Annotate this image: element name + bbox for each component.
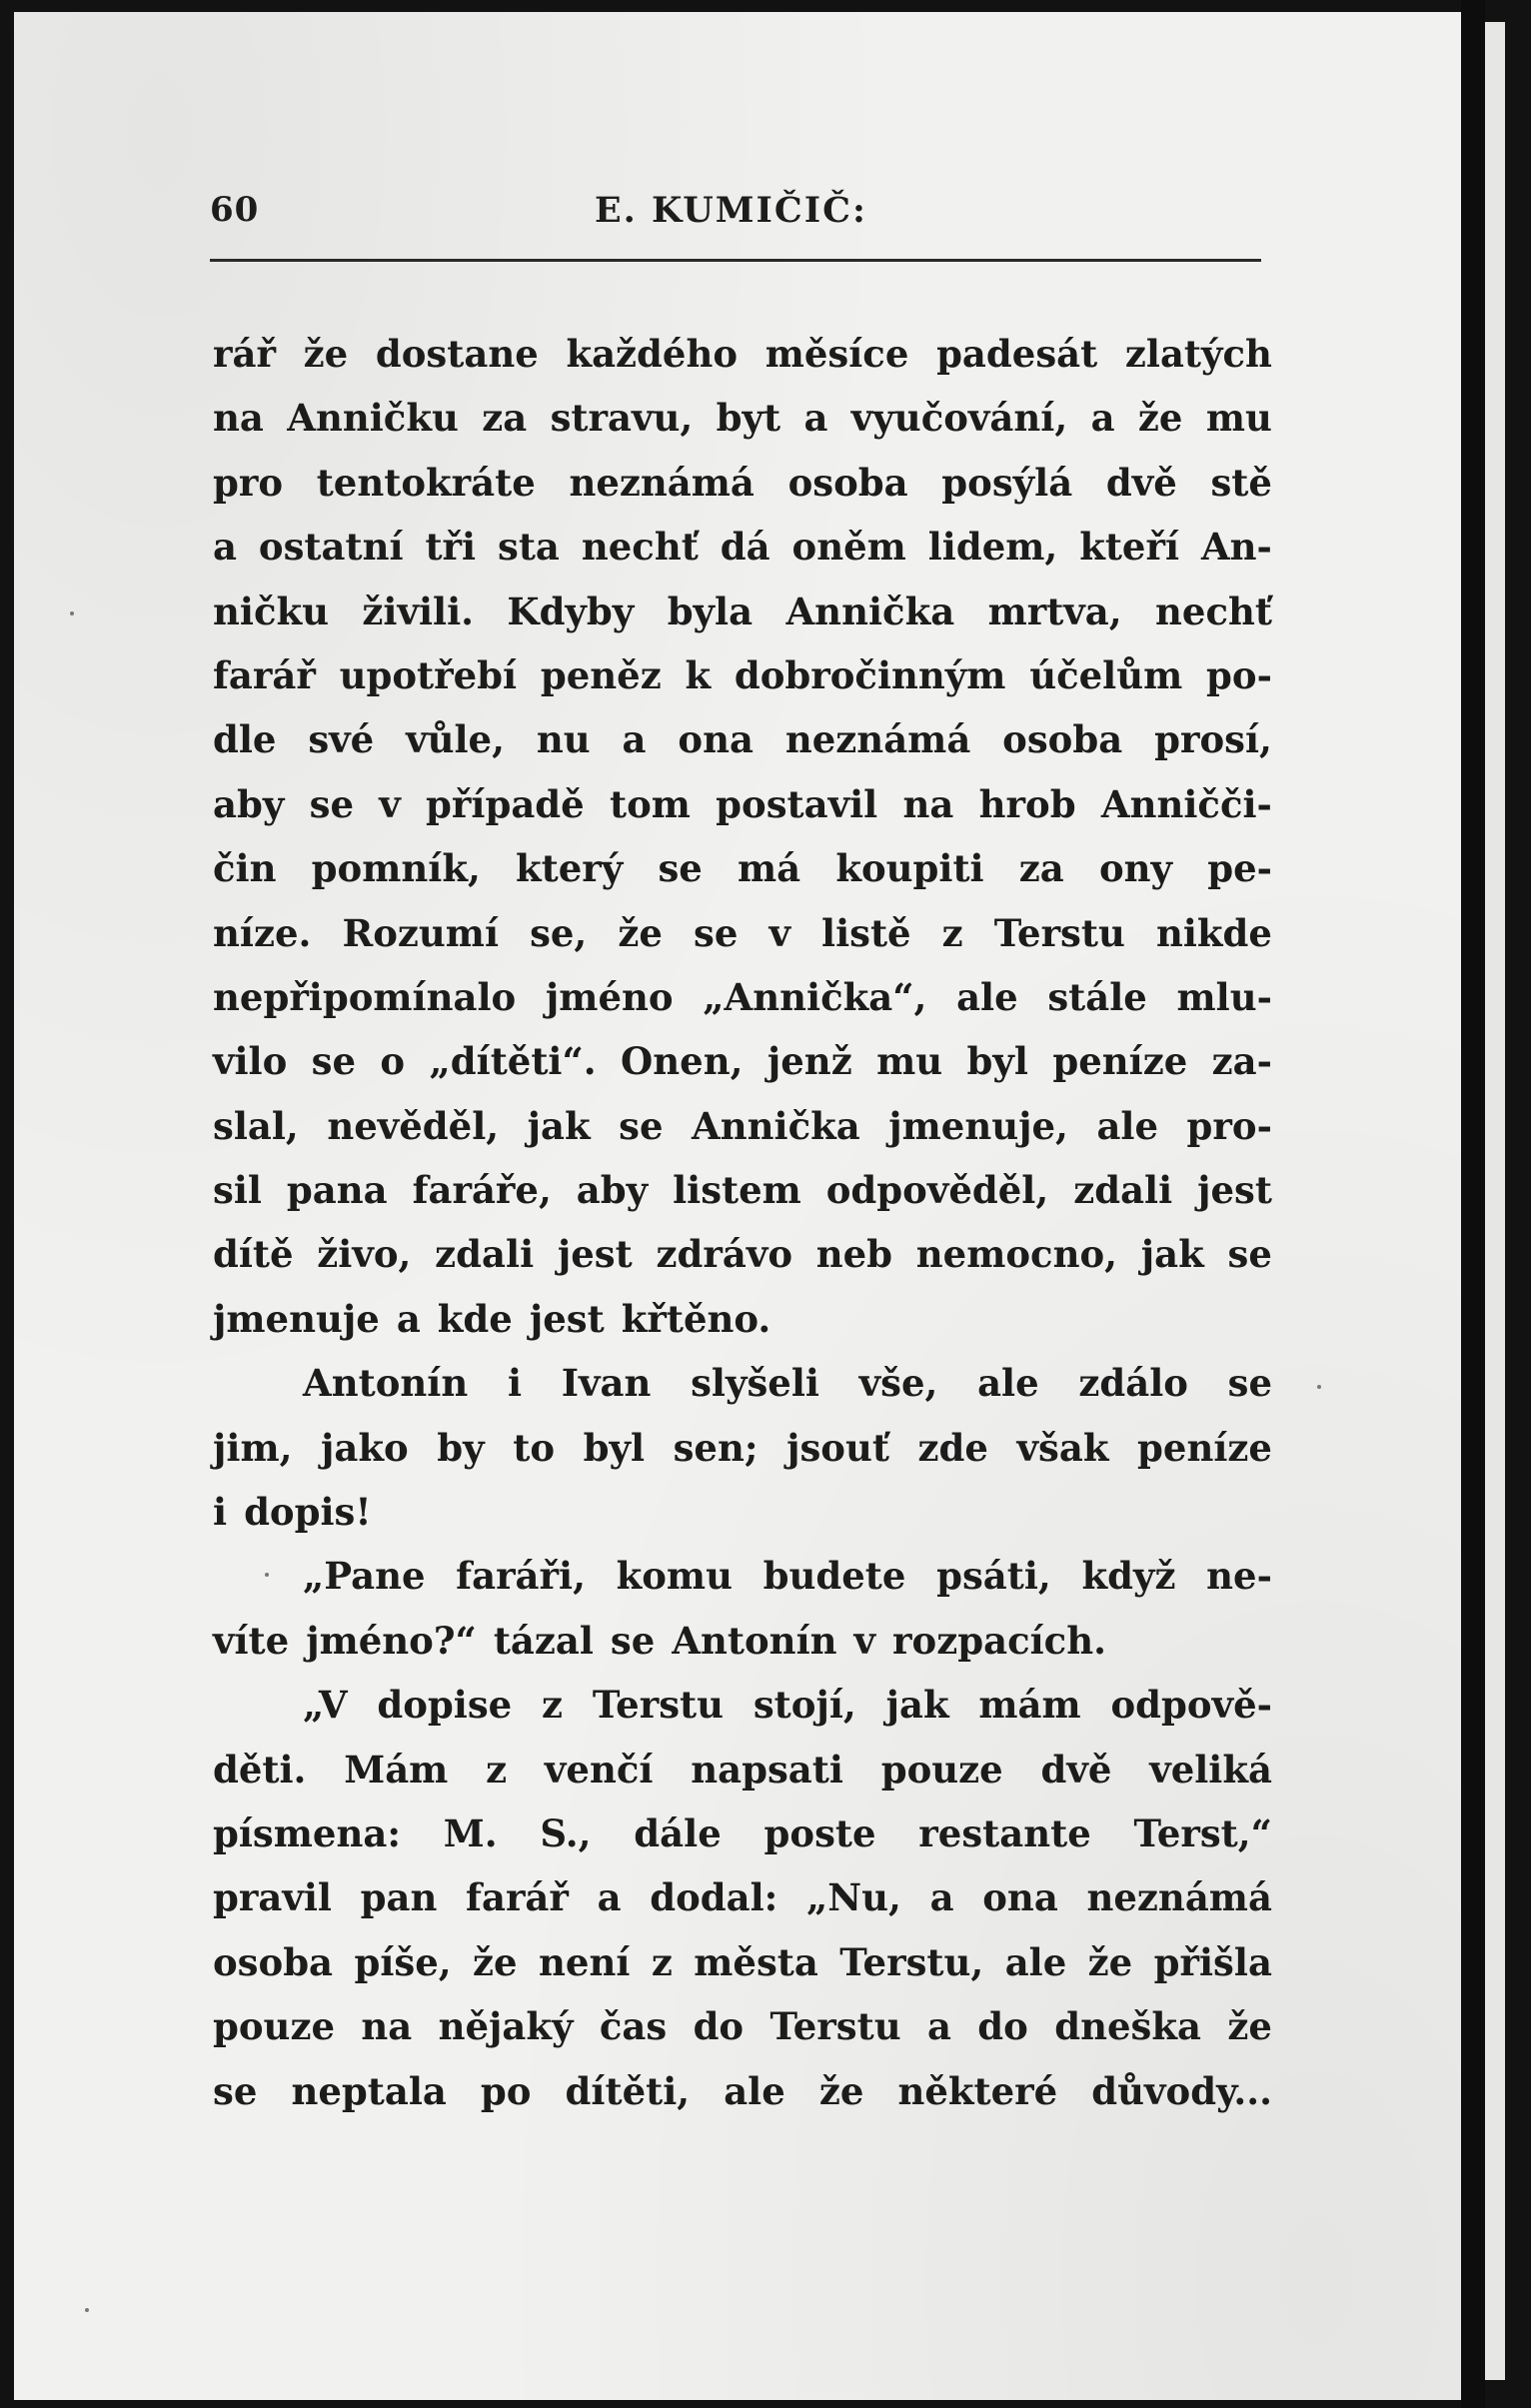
binding-shadow: [1461, 0, 1485, 2408]
word: by: [437, 1425, 485, 1470]
word: na: [213, 396, 264, 441]
word: sil: [213, 1168, 262, 1213]
word: pe-: [1207, 846, 1272, 891]
word: do: [693, 2004, 745, 2049]
word: však: [1016, 1425, 1109, 1470]
word: „Nu,: [806, 1875, 901, 1920]
word: ale: [724, 2068, 785, 2113]
running-head: E. KUMIČIČ:: [595, 190, 867, 231]
word: v: [379, 781, 401, 826]
word: jak: [527, 1103, 591, 1148]
word: dobročinným: [734, 652, 1006, 697]
word: dítě: [213, 1232, 294, 1277]
word: mu: [1205, 396, 1272, 441]
word: vilo: [213, 1039, 288, 1084]
word: slyšeli: [691, 1361, 819, 1406]
text-line: [213, 1287, 1272, 1351]
word: se: [610, 1618, 656, 1663]
word: tentokráte: [316, 460, 536, 505]
word: a: [803, 396, 828, 441]
text-line: [213, 1029, 1272, 1093]
word: zde: [917, 1425, 988, 1470]
word: i: [507, 1361, 522, 1406]
word: odpověděl,: [825, 1168, 1049, 1213]
word: a: [1090, 396, 1115, 441]
word: „V: [303, 1683, 348, 1728]
word: města: [694, 1939, 818, 1984]
word: Terstu: [769, 2004, 901, 2049]
text-line: [213, 515, 1272, 579]
word: se: [1227, 1361, 1272, 1406]
word: aby: [213, 781, 285, 826]
word: mám: [978, 1683, 1081, 1728]
word: po-: [1206, 652, 1272, 697]
text-line: [213, 1930, 1272, 1994]
word: veliká: [1149, 1747, 1272, 1792]
word: byl: [583, 1425, 646, 1470]
word: do: [977, 2004, 1028, 2049]
word: listem: [673, 1168, 801, 1213]
word: čin: [213, 846, 277, 891]
word: víte: [213, 1618, 290, 1663]
word: posýlá: [941, 460, 1073, 505]
word: nějaký: [438, 2004, 574, 2049]
word: Terstu: [993, 910, 1125, 955]
word: nu: [536, 717, 591, 762]
word: to: [513, 1425, 556, 1470]
word: prosí,: [1154, 717, 1272, 762]
word: ale: [1096, 1103, 1159, 1148]
word: níze.: [213, 910, 312, 955]
word: oněm: [791, 525, 906, 570]
word: aby: [576, 1168, 649, 1213]
word: ne-: [1206, 1554, 1272, 1599]
word: živili.: [362, 589, 475, 633]
text-line: [213, 322, 1272, 386]
word: poste: [764, 1810, 876, 1855]
word: Terstu,: [839, 1939, 984, 1984]
word: že: [1087, 1939, 1133, 1984]
word: peněz: [540, 652, 662, 697]
word: Antonín: [672, 1618, 837, 1663]
word: Anničči-: [1100, 781, 1272, 826]
word: neznámá: [1086, 1875, 1272, 1920]
word: tři: [425, 525, 477, 570]
word: má: [738, 846, 801, 891]
text-line: [213, 1158, 1272, 1222]
word: že: [618, 910, 663, 955]
word: restante: [918, 1810, 1091, 1855]
word: postavil: [716, 781, 878, 826]
text-line: [213, 643, 1272, 707]
word: psáti,: [936, 1554, 1051, 1599]
word: účelům: [1029, 652, 1183, 697]
word: Annička: [692, 1103, 860, 1148]
word: budete: [763, 1554, 906, 1599]
text-line: [213, 2059, 1272, 2123]
word: dá: [720, 525, 770, 570]
word: jest: [1197, 1168, 1272, 1213]
word: a: [926, 2004, 951, 2049]
word: pomník,: [311, 846, 481, 891]
word: pana: [286, 1168, 388, 1213]
word: rář: [213, 332, 276, 376]
word: pro: [213, 460, 284, 505]
word: k: [685, 652, 712, 697]
word: ona: [678, 717, 754, 762]
paper-speck: [1317, 1385, 1321, 1389]
word: živo,: [317, 1232, 412, 1277]
word: Anničku: [287, 396, 459, 441]
word: důvody...: [1091, 2068, 1272, 2113]
word: upotřebí: [339, 652, 518, 697]
page-number: 60: [210, 190, 260, 230]
word: jak: [885, 1683, 949, 1728]
word: kteří: [1079, 525, 1180, 570]
word: koupiti: [835, 846, 984, 891]
word: jim,: [213, 1425, 293, 1470]
word: dneška: [1054, 2004, 1201, 2049]
paper-speck: [265, 1573, 269, 1577]
word: zlatých: [1124, 332, 1272, 376]
word: měsíce: [765, 332, 909, 376]
word: dle: [213, 717, 277, 762]
word: jenž: [766, 1039, 852, 1084]
word: dopis!: [244, 1490, 372, 1535]
word: nemocno,: [915, 1232, 1118, 1277]
word: v: [853, 1618, 876, 1663]
word: nikde: [1155, 910, 1272, 955]
paper-speck: [85, 2308, 89, 2312]
body-text: [213, 322, 1272, 2123]
word: nevěděl,: [327, 1103, 500, 1148]
word: a: [597, 1875, 622, 1920]
word: každého: [566, 332, 739, 376]
word: píše,: [354, 1939, 452, 1984]
word: za: [482, 396, 528, 441]
word: farář: [213, 652, 316, 697]
word: že: [1227, 2004, 1272, 2049]
word: že: [818, 2068, 864, 2113]
word: Mám: [344, 1747, 449, 1792]
word: čas: [599, 2004, 668, 2049]
word: komu: [616, 1554, 733, 1599]
word: neznámá: [569, 460, 755, 505]
word: se: [1227, 1232, 1272, 1277]
word: Annička: [785, 589, 955, 633]
word: nepřipomínalo: [213, 974, 517, 1019]
word: dále: [634, 1810, 722, 1855]
word: byl: [966, 1039, 1028, 1084]
word: že: [303, 332, 349, 376]
word: z: [651, 1939, 673, 1984]
word: padesát: [936, 332, 1098, 376]
word: tázal: [493, 1618, 594, 1663]
text-line: [213, 1865, 1272, 1929]
word: a: [213, 525, 237, 570]
word: jako: [321, 1425, 409, 1470]
word: Ivan: [561, 1361, 652, 1406]
word: M.: [443, 1810, 498, 1855]
word: není: [539, 1939, 631, 1984]
word: dvě: [1040, 1747, 1112, 1792]
word: z: [941, 910, 963, 955]
word: ostatní: [258, 525, 404, 570]
word: zdali: [435, 1232, 535, 1277]
word: se,: [530, 910, 588, 955]
word: faráři,: [456, 1554, 586, 1599]
word: a: [622, 717, 647, 762]
word: An-: [1200, 525, 1272, 570]
word: i: [213, 1490, 228, 1535]
word: za: [1018, 846, 1064, 891]
word: se: [311, 1039, 357, 1084]
text-line: [213, 1351, 1272, 1415]
word: některé: [897, 2068, 1058, 2113]
word: mrtva,: [987, 589, 1122, 633]
word: slal,: [213, 1103, 299, 1148]
word: se: [658, 846, 703, 891]
word: jméno?“: [306, 1618, 477, 1663]
word: sen;: [673, 1425, 759, 1470]
word: jest: [557, 1232, 633, 1277]
word: lidem,: [927, 525, 1058, 570]
text-line: [213, 1416, 1272, 1480]
word: a: [396, 1296, 421, 1341]
word: jsouť: [786, 1425, 889, 1470]
word: ale: [977, 1361, 1039, 1406]
word: jak: [1140, 1232, 1204, 1277]
word: pan: [360, 1875, 438, 1920]
word: na: [361, 2004, 413, 2049]
header-rule: [210, 259, 1261, 262]
text-line: [213, 1544, 1272, 1608]
word: za-: [1211, 1039, 1272, 1084]
word: dítěti,: [565, 2068, 691, 2113]
word: hrob: [978, 781, 1076, 826]
text-line: [213, 1994, 1272, 2058]
word: případě: [426, 781, 585, 826]
word: neznámá: [784, 717, 971, 762]
word: vůle,: [406, 717, 505, 762]
word: z: [486, 1747, 508, 1792]
word: že: [1137, 396, 1183, 441]
word: ničku: [213, 589, 330, 633]
word: Onen,: [621, 1039, 744, 1084]
word: „Pane: [303, 1554, 426, 1599]
text-line: [213, 1738, 1272, 1802]
paper-speck: [70, 611, 74, 615]
word: ony: [1098, 846, 1173, 891]
word: odpově-: [1110, 1683, 1272, 1728]
word: se: [309, 781, 354, 826]
word: osoba: [787, 460, 908, 505]
word: zdálo: [1078, 1361, 1188, 1406]
word: jest: [529, 1296, 605, 1341]
text-line: [213, 901, 1272, 965]
word: Terstu: [592, 1683, 725, 1728]
word: na: [902, 781, 954, 826]
word: jmenuje: [213, 1296, 380, 1341]
word: pouze: [213, 2004, 336, 2049]
word: napsati: [691, 1747, 843, 1792]
word: když: [1081, 1554, 1176, 1599]
word: ale: [956, 974, 1018, 1019]
word: sta: [498, 525, 560, 570]
word: zdrávo: [656, 1232, 792, 1277]
word: nechť: [1155, 589, 1272, 633]
word: z: [542, 1683, 564, 1728]
text-line: [213, 1222, 1272, 1286]
word: Kdyby: [507, 589, 635, 633]
word: děti.: [213, 1747, 307, 1792]
text-line: [213, 965, 1272, 1029]
word: ale: [1004, 1939, 1067, 1984]
page-header: [210, 190, 1259, 244]
text-line: [213, 1094, 1272, 1158]
word: neb: [815, 1232, 893, 1277]
word: stále: [1047, 974, 1147, 1019]
word: venčí: [544, 1747, 654, 1792]
word: tom: [609, 781, 691, 826]
word: vyučování,: [850, 396, 1068, 441]
text-line: [213, 386, 1272, 450]
text-line: [213, 1480, 1272, 1544]
word: farář: [466, 1875, 569, 1920]
facing-page-edge: [1485, 22, 1505, 2380]
text-line: [213, 836, 1272, 900]
word: „dítěti“.: [429, 1039, 597, 1084]
word: mlu-: [1176, 974, 1272, 1019]
word: který: [516, 846, 624, 891]
text-line: [213, 707, 1272, 771]
word: Antonín: [303, 1361, 469, 1406]
word: křtěno.: [621, 1296, 771, 1341]
word: rozpacích.: [892, 1618, 1106, 1663]
word: neptala: [291, 2068, 447, 2113]
word: jméno: [545, 974, 674, 1019]
word: nechť: [581, 525, 699, 570]
word: dopise: [377, 1683, 513, 1728]
word: se: [694, 910, 739, 955]
word: dostane: [375, 332, 539, 376]
word: že: [473, 1939, 518, 1984]
word: osoba: [1002, 717, 1123, 762]
word: byla: [667, 589, 754, 633]
word: kde: [437, 1296, 513, 1341]
word: stě: [1210, 460, 1272, 505]
word: vše,: [858, 1361, 938, 1406]
text-line: [213, 451, 1272, 515]
word: peníze: [1137, 1425, 1272, 1470]
word: pravil: [213, 1875, 332, 1920]
word: se: [213, 2068, 258, 2113]
word: byt: [716, 396, 781, 441]
word: dodal:: [650, 1875, 778, 1920]
word: mu: [876, 1039, 943, 1084]
word: stravu,: [550, 396, 694, 441]
word: ona: [982, 1875, 1058, 1920]
word: své: [308, 717, 375, 762]
word: Rozumí: [342, 910, 499, 955]
word: po: [480, 2068, 532, 2113]
word: zdali: [1073, 1168, 1173, 1213]
word: listě: [821, 910, 911, 955]
text-line: [213, 1673, 1272, 1737]
word: Terst,“: [1133, 1810, 1272, 1855]
word: a: [929, 1875, 954, 1920]
word: dvě: [1105, 460, 1177, 505]
word: peníze: [1052, 1039, 1188, 1084]
word: pro-: [1186, 1103, 1272, 1148]
text-line: [213, 772, 1272, 836]
word: přišla: [1153, 1939, 1272, 1984]
word: „Annička“,: [703, 974, 927, 1019]
word: jmenuje,: [888, 1103, 1068, 1148]
text-line: [213, 1802, 1272, 1865]
word: S.,: [540, 1810, 592, 1855]
word: stojí,: [753, 1683, 856, 1728]
text-line: [213, 580, 1272, 643]
word: pouze: [880, 1747, 1003, 1792]
word: osoba: [213, 1939, 334, 1984]
word: se: [619, 1103, 664, 1148]
text-line: [213, 1609, 1272, 1673]
word: v: [768, 910, 790, 955]
word: písmena:: [213, 1810, 401, 1855]
word: faráře,: [412, 1168, 552, 1213]
word: o: [380, 1039, 406, 1084]
